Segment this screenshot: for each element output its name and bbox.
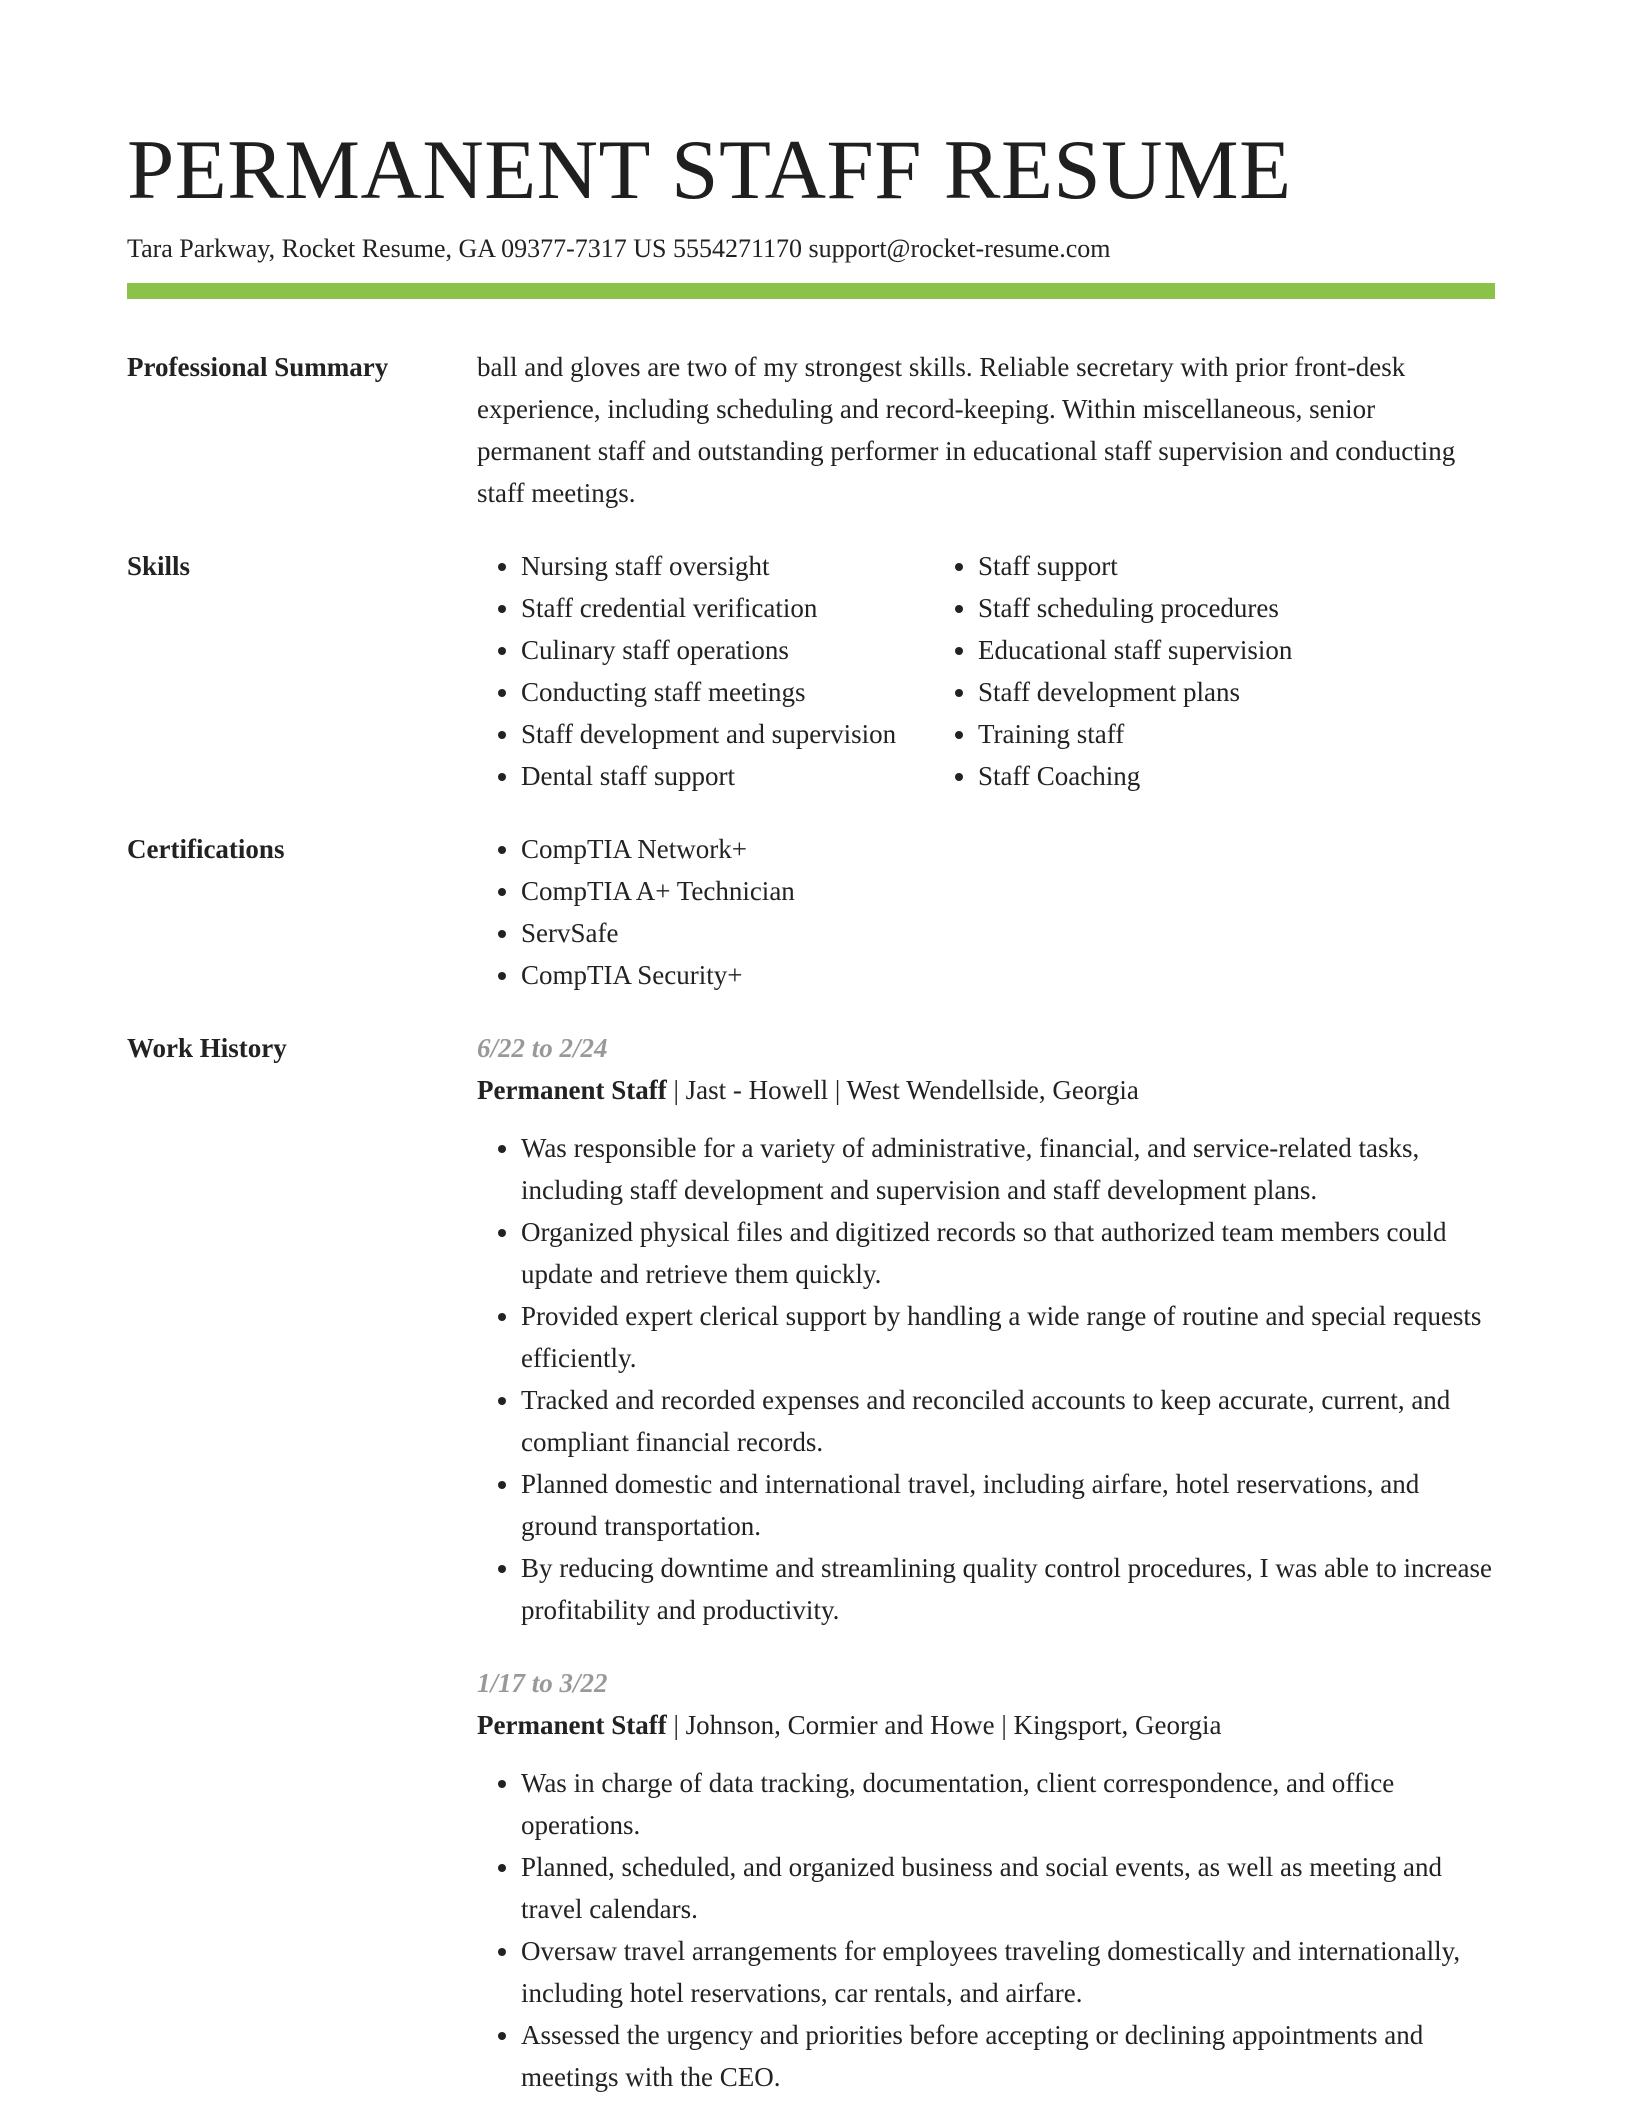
work-history-content [477, 1027, 1495, 2098]
job-bullet: • Tracked and recorded expenses and reconciled accounts to keep accurate, current, and compliant financial records. [521, 1379, 1495, 1463]
certification-item: • CompTIA Network+ [521, 828, 1495, 870]
skill-item: • Dental staff support [521, 755, 934, 797]
skill-item: • Staff development and supervision [521, 713, 934, 755]
accent-divider [127, 283, 1495, 299]
job-dates: 1/17 to 3/22 [477, 1668, 608, 1698]
job-title: Permanent Staff [477, 1075, 667, 1105]
contact-line: Tara Parkway, Rocket Resume, GA 09377-7317 US 5554271170 support@rocket-resume.com [127, 234, 1111, 263]
resume-page [127, 120, 1495, 2098]
skill-item: • Staff support [978, 545, 1495, 587]
job-entry [477, 1662, 1495, 2098]
job-title-line [477, 1704, 1495, 1746]
certifications-content [477, 828, 1495, 996]
resume-title: PERMANENT STAFF RESUME [127, 123, 1292, 217]
section-label-summary: Professional Summary [127, 352, 389, 382]
skills-list-col2 [934, 545, 1495, 797]
section-label-skills: Skills [127, 551, 191, 581]
skill-item: • Staff development plans [978, 671, 1495, 713]
skill-item: • Staff credential verification [521, 587, 934, 629]
job-dates: 6/22 to 2/24 [477, 1033, 608, 1063]
job-bullet: • Planned, scheduled, and organized business and social events, as well as meeting and travel calendars. [521, 1846, 1495, 1930]
job-title-line [477, 1069, 1495, 1111]
skill-item: • Culinary staff operations [521, 629, 934, 671]
skill-item: • Educational staff supervision [978, 629, 1495, 671]
certification-item: • CompTIA Security+ [521, 954, 1495, 996]
work-history-section [127, 1027, 1495, 2098]
skill-item: • Nursing staff oversight [521, 545, 934, 587]
certification-item: • CompTIA A+ Technician [521, 870, 1495, 912]
skills-grid [477, 545, 1495, 797]
skill-item: • Conducting staff meetings [521, 671, 934, 713]
skill-item: • Training staff [978, 713, 1495, 755]
summary-text: ball and gloves are two of my strongest skills. Reliable secretary with prior front-desk experience, including scheduling and record-keeping. Within miscellaneous, senior permanent staff and outstanding performer in educational staff supervision and conducting staff meetings. [477, 352, 1456, 508]
job-bullets [477, 1127, 1495, 1631]
job-bullet: • Organized physical files and digitized records so that authorized team members could update and retrieve them quickly. [521, 1211, 1495, 1295]
job-bullet: • Provided expert clerical support by handling a wide range of routine and special requests efficiently. [521, 1295, 1495, 1379]
skill-item: • Staff Coaching [978, 755, 1495, 797]
skill-item: • Staff scheduling procedures [978, 587, 1495, 629]
job-details: | Jast - Howell | West Wendellside, Georgia [666, 1075, 1139, 1105]
job-entry [477, 1027, 1495, 1631]
certifications-section [127, 828, 1495, 996]
section-label-certifications: Certifications [127, 834, 285, 864]
section-label-work-history: Work History [127, 1033, 287, 1063]
job-bullet: • Assessed the urgency and priorities before accepting or declining appointments and meetings with the CEO. [521, 2014, 1495, 2098]
job-bullet: • Was in charge of data tracking, documentation, client correspondence, and office operations. [521, 1762, 1495, 1846]
job-bullet: • Oversaw travel arrangements for employees traveling domestically and internationally, including hotel reservations, car rentals, and airfare. [521, 1930, 1495, 2014]
skills-list-col1 [477, 545, 934, 797]
job-bullet: • By reducing downtime and streamlining quality control procedures, I was able to increase profitability and productivity. [521, 1547, 1495, 1631]
job-bullets [477, 1762, 1495, 2098]
summary-section [127, 346, 1495, 514]
job-details: | Johnson, Cormier and Howe | Kingsport, Georgia [666, 1710, 1222, 1740]
certification-item: • ServSafe [521, 912, 1495, 954]
job-title: Permanent Staff [477, 1710, 667, 1740]
skills-section [127, 545, 1495, 797]
job-bullet: • Was responsible for a variety of administrative, financial, and service-related tasks, including staff development and supervision and staff development plans. [521, 1127, 1495, 1211]
job-bullet: • Planned domestic and international travel, including airfare, hotel reservations, and ground transportation. [521, 1463, 1495, 1547]
certifications-list [477, 828, 1495, 996]
